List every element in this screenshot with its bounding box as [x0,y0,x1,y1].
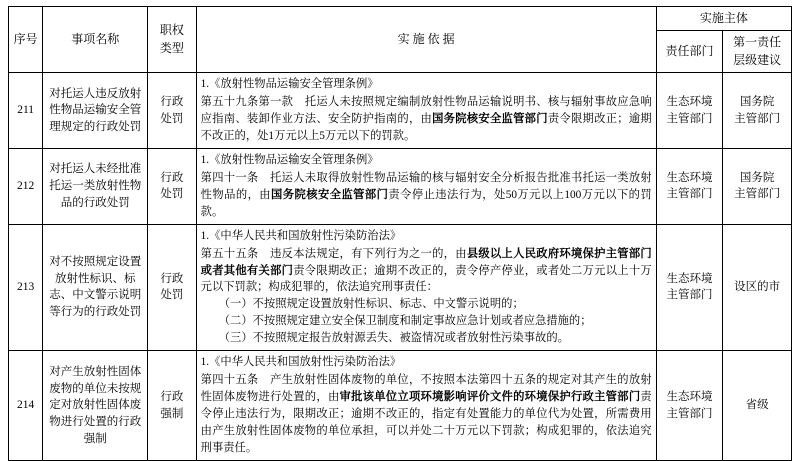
cell-basis [196,224,656,351]
cell-responsible-dept [656,224,723,351]
basis-paragraph [201,330,652,347]
col-header-item-name: 事项名称 [43,7,148,73]
col-header-responsible-dept-line1: 责任部门 [665,44,714,59]
cell-power-type [148,224,196,351]
basis-authority-highlight: 国务院核安全监管部门 [271,188,389,201]
basis-text: 责令停止违法行为，限期改正；逾期不改正的，指定有处置能力的单位代为处置，所需费用由产生放射性固体废物的单位承担，可以并处二十万元以下罚款；构成犯罪的，依法追究刑事责任。 [200,391,652,454]
power-type-line1: 行政 [160,95,184,108]
cell-first-responsible: 设区的市 [723,224,792,351]
col-header-first-responsible-line1: 第一责任 [733,35,782,50]
basis-text: （二）不按照规定建立安全保卫制度和制定事故应急计划或者应急措施的； [218,315,592,328]
basis-paragraph [201,170,652,221]
basis-authority-highlight: 县级以上人民政府环境保护主管部门或者其他有关部门 [200,247,652,277]
cell-first-responsible [723,73,792,149]
basis-paragraph [201,372,652,457]
cell-power-type [148,351,196,461]
power-type-line1: 行政 [160,272,184,285]
col-header-responsible-dept [656,31,723,73]
cell-responsible-dept [656,73,723,149]
basis-authority-highlight: 审批该单位立项环境影响评价文件的环境保护行政主管部门 [339,391,641,404]
basis-text: （一）不按照规定设置放射性标识、标志、中文警示说明的； [218,298,524,311]
table-header [9,7,792,73]
cell-seq: 214 [9,351,43,461]
basis-paragraph [201,94,652,145]
responsible-dept-line2: 主管部门 [666,112,713,125]
basis-title: 1.《中华人民共和国放射性污染防治法》 [200,229,402,242]
table-row [9,73,792,149]
basis-text: 第四十五条 产生放射性固体废物的单位，不按照本法第四十五条的规定对其产生的放射性固体废物进行处置的，由 [200,374,652,404]
cell-responsible-dept [656,351,723,461]
first-responsible-line2: 主管部门 [734,112,781,125]
basis-paragraph [201,246,652,297]
basis-text: 第四十一条 托运人未取得放射性物品运输的核与辐射安全分析报告批准书托运一类放射性物品的，由 [200,171,652,201]
basis-text: 第五十九条第一款 托运人未按照规定编制放射性物品运输说明书、核与辐射事故应急响应指南、装卸作业方法、安全防护指南的，由 [200,96,652,126]
basis-title: 1.《放射性物品运输安全管理条例》 [200,153,379,166]
responsible-dept-line2: 主管部门 [666,289,713,302]
cell-item-name: 对产生放射性固体废物的单位未按规定对放射性固体废物进行处置的行政强制 [43,351,148,461]
table-row [9,351,792,461]
cell-basis [196,351,656,461]
first-responsible-line1: 国务院 [739,95,775,108]
cell-responsible-dept [656,148,723,224]
responsible-dept-line1: 生态环境 [666,171,713,184]
basis-text: 责令限期改正；逾期不改正的，责令停产停业，或者处二万元以上十万元以下罚款；构成犯罪的，依法追究刑事责任： [200,264,652,294]
col-header-implementer-group: 实施主体 [656,7,791,31]
responsible-dept-line1: 生态环境 [666,390,713,403]
first-responsible-line1: 国务院 [739,171,775,184]
responsible-dept-line1: 生态环境 [666,95,713,108]
power-type-line2: 处罚 [160,188,184,201]
cell-item-name: 对不按照规定设置放射性标识、标志、中文警示说明等行为的行政处罚 [43,224,148,351]
cell-item-name: 对托运人违反放射性物品运输安全管理规定的行政处罚 [43,73,148,149]
cell-first-responsible [723,148,792,224]
power-type-line2: 强制 [160,407,184,420]
table-body [9,73,792,461]
basis-authority-highlight: 国务院核安全监管部门 [432,113,548,126]
cell-basis [196,73,656,149]
power-type-line2: 处罚 [160,289,184,302]
basis-text: 第五十五条 违反本法规定，有下列行为之一的，由 [200,247,467,260]
first-responsible-line2: 主管部门 [734,188,781,201]
power-type-line1: 行政 [160,171,184,184]
power-type-line1: 行政 [160,390,184,403]
table-row [9,148,792,224]
basis-text: （三）不按照规定报告放射源丢失、被盗情况或者放射性污染事故的。 [218,332,569,345]
col-header-seq: 序号 [9,7,43,73]
responsible-dept-line2: 主管部门 [666,407,713,420]
cell-seq: 212 [9,148,43,224]
basis-text: 责令停止违法行为，处50万元以上100万元以下的罚款。 [200,188,652,218]
cell-seq: 211 [9,73,43,149]
col-header-power-type-line2: 类型 [159,40,184,55]
cell-power-type [148,73,196,149]
responsible-dept-line1: 生态环境 [666,272,713,285]
col-header-first-responsible-line2: 层级建议 [733,52,782,67]
table-row [9,224,792,351]
basis-paragraph [201,313,652,330]
power-type-line2: 处罚 [160,112,184,125]
cell-seq: 213 [9,224,43,351]
responsible-dept-line2: 主管部门 [666,188,713,201]
col-header-first-responsible [723,31,792,73]
basis-paragraph [201,296,652,313]
header-row-top [9,7,792,31]
col-header-power-type [148,7,196,73]
basis-title: 1.《放射性物品运输安全管理条例》 [200,78,379,91]
cell-item-name: 对托运人未经批准托运一类放射性物品的行政处罚 [43,148,148,224]
basis-title: 1.《中华人民共和国放射性污染防治法》 [200,356,402,369]
basis-text: 责令限期改正；逾期不改正的，处1万元以上5万元以下的罚款。 [200,113,652,142]
regulation-table [8,6,792,461]
cell-first-responsible: 省级 [723,351,792,461]
col-header-basis: 实 施 依 据 [196,7,656,73]
col-header-power-type-line1: 职权 [159,23,184,38]
cell-basis [196,148,656,224]
cell-power-type [148,148,196,224]
